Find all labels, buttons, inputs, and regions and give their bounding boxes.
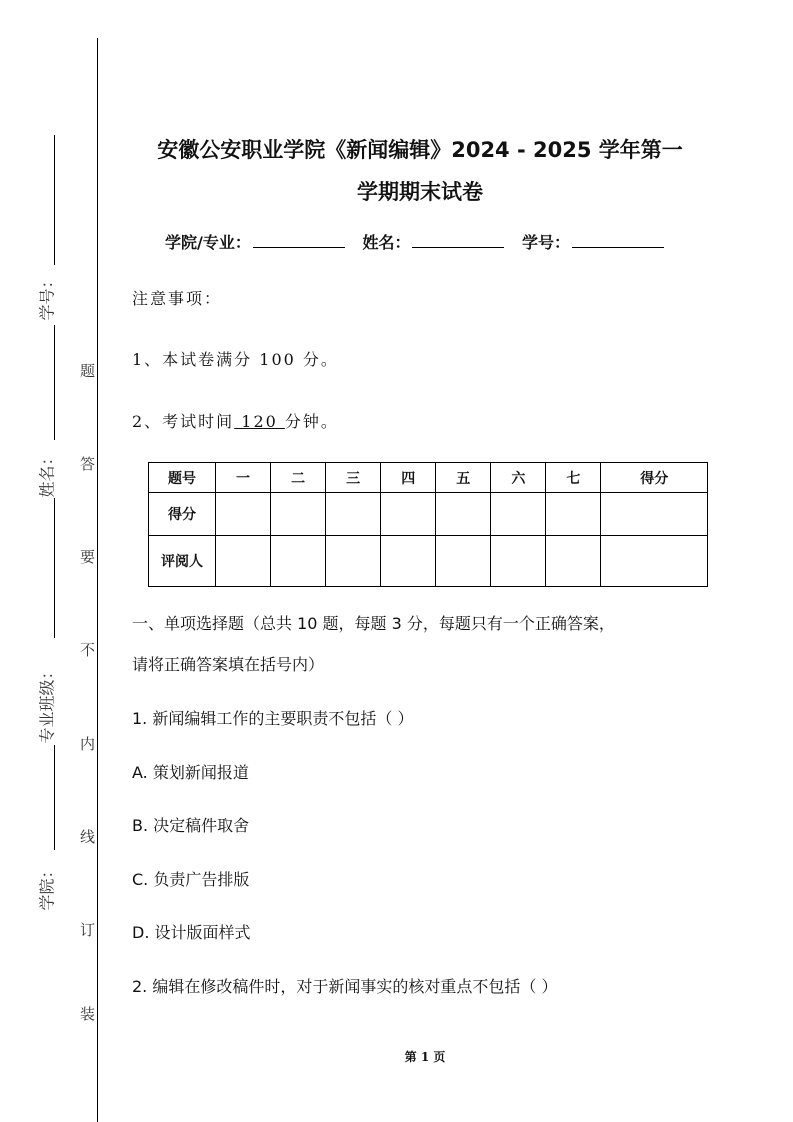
score-cell[interactable] xyxy=(546,493,601,536)
table-row xyxy=(149,536,708,587)
table-header: 四 xyxy=(381,463,436,493)
score-cell[interactable] xyxy=(271,493,326,536)
reviewer-cell[interactable] xyxy=(491,536,546,587)
notes-heading: 注意事项： xyxy=(132,289,223,308)
option-d: D. 设计版面样式 xyxy=(132,923,251,942)
reviewer-cell[interactable] xyxy=(271,536,326,587)
college-major-blank[interactable] xyxy=(253,233,345,248)
student-id-label: 学号： xyxy=(522,233,571,252)
seal-char: 要 xyxy=(80,548,96,566)
reviewer-cell[interactable] xyxy=(216,536,271,587)
note-text: 分钟。 xyxy=(284,412,339,431)
table-row xyxy=(149,493,708,536)
table-header: 题号 xyxy=(149,463,216,493)
margin-name-label: 姓名： xyxy=(37,449,57,498)
score-cell[interactable] xyxy=(381,493,436,536)
option-a: A. 策划新闻报道 xyxy=(132,763,249,782)
margin-college-label: 学院： xyxy=(37,862,57,911)
seal-char: 装 xyxy=(80,1005,96,1023)
college-major-label: 学院/专业： xyxy=(165,233,251,252)
seal-char: 线 xyxy=(80,828,96,846)
margin-student-id-label: 学号： xyxy=(37,272,57,321)
note-item: 1、本试卷满分 100 分。 xyxy=(132,350,339,369)
table-header: 五 xyxy=(436,463,491,493)
option-b: B. 决定稿件取舍 xyxy=(132,816,250,835)
score-table xyxy=(148,462,708,587)
table-header: 三 xyxy=(326,463,381,493)
seal-char: 题 xyxy=(80,362,96,380)
name-label: 姓名： xyxy=(362,233,411,252)
table-header: 六 xyxy=(491,463,546,493)
table-header: 二 xyxy=(271,463,326,493)
blank-line xyxy=(54,325,55,440)
blank-line xyxy=(54,135,55,265)
binding-line xyxy=(97,38,98,1122)
student-id-blank[interactable] xyxy=(572,233,664,248)
exam-title-line1: 安徽公安职业学院《新闻编辑》2024 - 2025 学年第一 xyxy=(157,138,683,162)
exam-title-line2: 学期期末试卷 xyxy=(357,180,483,204)
score-cell[interactable] xyxy=(436,493,491,536)
student-info-row xyxy=(165,230,676,253)
exam-duration: 120 xyxy=(234,412,285,431)
name-blank[interactable] xyxy=(412,233,504,248)
blank-line xyxy=(54,745,55,850)
row-label: 得分 xyxy=(149,493,216,536)
score-cell[interactable] xyxy=(216,493,271,536)
seal-char: 不 xyxy=(80,641,96,659)
reviewer-cell[interactable] xyxy=(326,536,381,587)
reviewer-cell[interactable] xyxy=(381,536,436,587)
section-heading: 一、单项选择题（总共 10 题，每题 3 分，每题只有一个正确答案， xyxy=(132,614,615,633)
seal-char: 订 xyxy=(80,921,96,939)
table-header: 一 xyxy=(216,463,271,493)
page-number: 第 1 页 xyxy=(404,1050,446,1064)
section-heading-cont: 请将正确答案填在括号内） xyxy=(132,655,325,674)
score-cell[interactable] xyxy=(491,493,546,536)
table-header-row xyxy=(149,463,708,493)
blank-line xyxy=(54,498,55,638)
table-header: 得分 xyxy=(601,463,708,493)
reviewer-cell[interactable] xyxy=(546,536,601,587)
score-cell[interactable] xyxy=(601,493,708,536)
question-stem: 1. 新闻编辑工作的主要职责不包括（ ） xyxy=(132,709,414,728)
question-stem: 2. 编辑在修改稿件时，对于新闻事实的核对重点不包括（ ） xyxy=(132,977,558,996)
seal-char: 答 xyxy=(80,455,96,473)
score-cell[interactable] xyxy=(326,493,381,536)
seal-char: 内 xyxy=(80,735,96,753)
row-label: 评阅人 xyxy=(149,536,216,587)
note-text: 2、考试时间 xyxy=(132,412,235,431)
reviewer-cell[interactable] xyxy=(436,536,491,587)
reviewer-cell[interactable] xyxy=(601,536,708,587)
table-header: 七 xyxy=(546,463,601,493)
option-c: C. 负责广告排版 xyxy=(132,870,250,889)
margin-class-label: 专业班级： xyxy=(37,663,57,744)
note-item xyxy=(132,409,339,432)
